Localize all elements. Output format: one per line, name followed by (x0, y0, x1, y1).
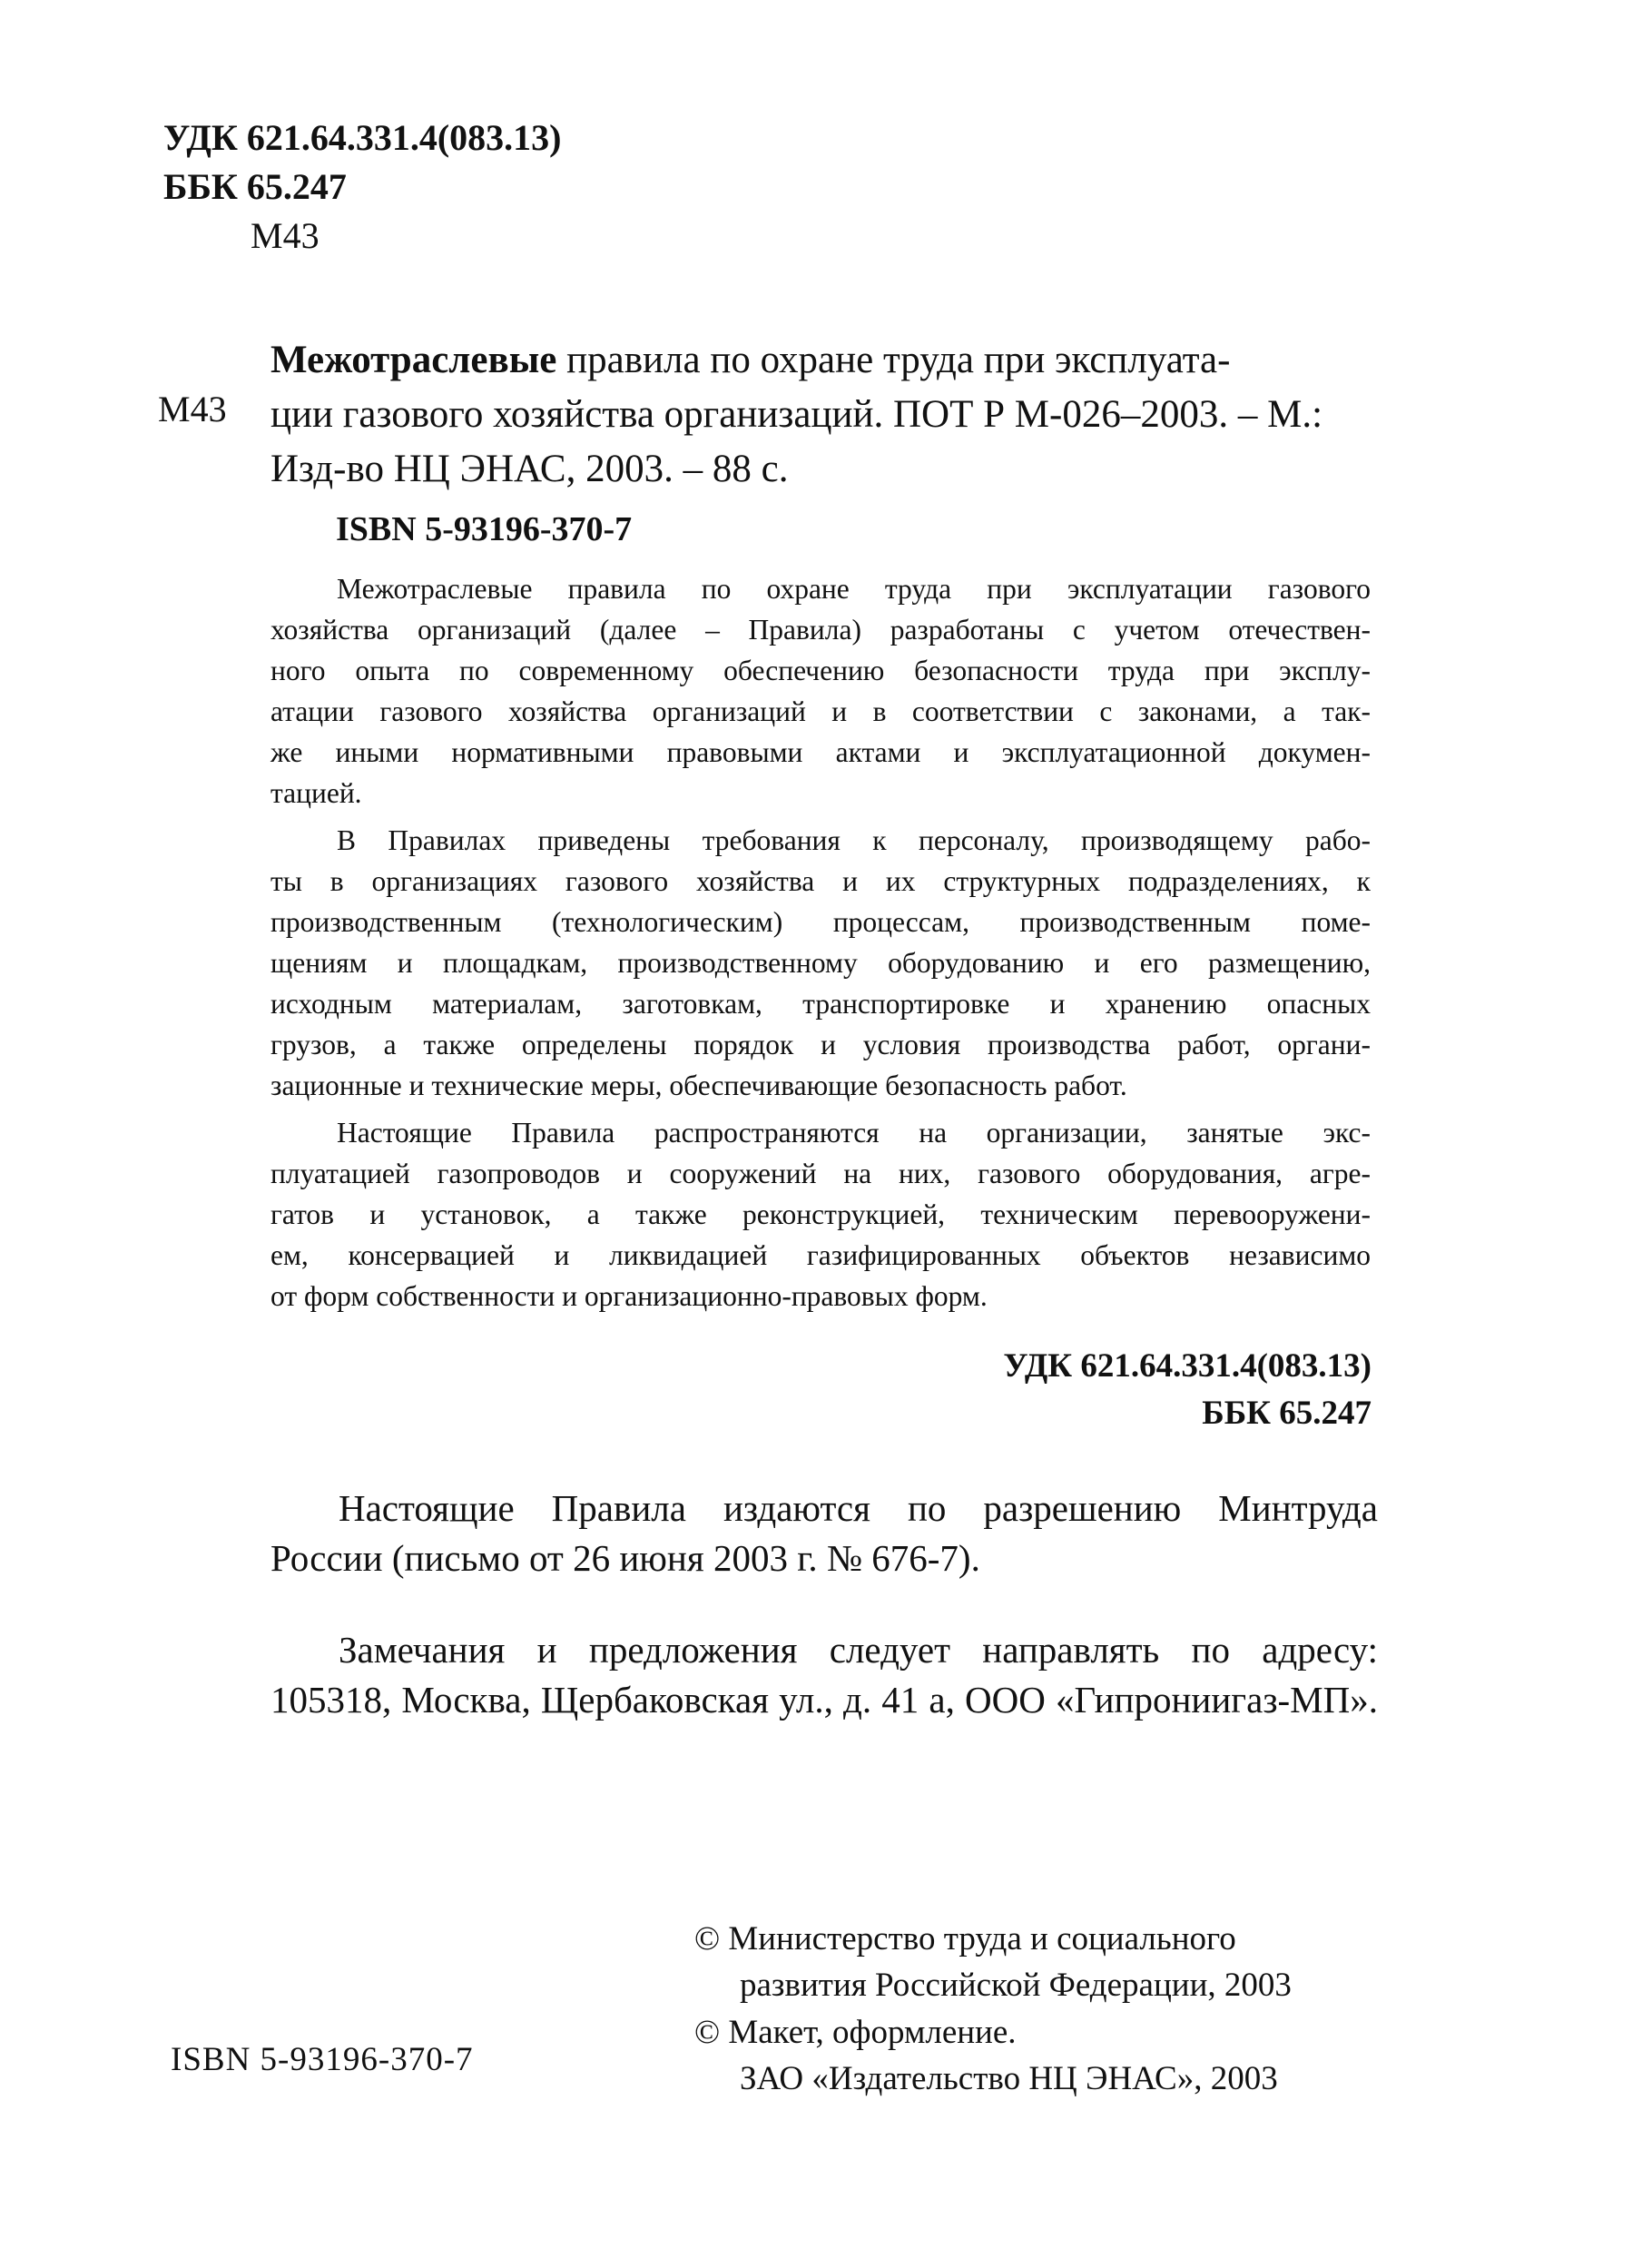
abstract-line: от форм собственности и организационно-правовых форм. (270, 1280, 988, 1312)
bib-record-line-3: Изд-во НЦ ЭНАС, 2003. – 88 с. (270, 448, 789, 490)
bib-line-1-rest: правила по охране труда при эксплуата- (556, 339, 1231, 381)
permission-notice (270, 1484, 1378, 1583)
abstract-line: Настоящие Правила распространяются на организации, занятые экс- (337, 1117, 1371, 1149)
abstract-line: Межотраслевые правила по охране труда при эксплуатации газового (337, 573, 1371, 605)
bbk-code-bottom: ББК 65.247 (1202, 1395, 1372, 1432)
notice-line: России (письмо от 26 июня 2003 г. № 676-7). (270, 1537, 980, 1579)
abstract-line: ного опыта по современному обеспечению безопасности труда при эксплу- (270, 655, 1371, 686)
abstract-line: тацией. (270, 777, 362, 809)
abstract-line: производственным (технологическим) процессам, производственным поме- (270, 906, 1371, 938)
abstract-line: плуатацией газопроводов и сооружений на них, газового оборудования, агре- (270, 1158, 1371, 1189)
notice-line: Настоящие Правила издаются по разрешению Минтруда (339, 1487, 1378, 1529)
copyright-line: © Министерство труда и социального (694, 1920, 1236, 1957)
abstract (270, 568, 1371, 1316)
copyright-line: ЗАО «Издательство НЦ ЭНАС», 2003 (740, 2060, 1278, 2097)
bib-record-line-1 (270, 336, 1230, 385)
abstract-line: щениям и площадкам, производственному оборудованию и его размещению, (270, 947, 1371, 979)
feedback-notice (270, 1625, 1378, 1725)
copyright-line: развития Российской Федерации, 2003 (740, 1967, 1292, 2004)
abstract-line: зационные и технические меры, обеспечивающие безопасность работ. (270, 1070, 1127, 1101)
isbn-footer: ISBN 5-93196-370-7 (171, 2041, 474, 2078)
notice-line: Замечания и предложения следует направлять по адресу: (339, 1629, 1378, 1671)
author-sign-side: М43 (158, 389, 227, 429)
author-sign-top: М43 (251, 215, 320, 256)
abstract-line: ем, консервацией и ликвидацией газифицированных объектов независимо (270, 1239, 1371, 1271)
abstract-line: ты в организациях газового хозяйства и их структурных подразделениях, к (270, 865, 1371, 897)
udk-code-bottom: УДК 621.64.331.4(083.13) (1003, 1347, 1372, 1385)
abstract-line: грузов, а также определены порядок и условия производства работ, органи- (270, 1029, 1371, 1060)
abstract-line: В Правилах приведены требования к персоналу, производящему рабо- (337, 824, 1371, 856)
bib-record-line-2: ции газового хозяйства организаций. ПОТ Р М-026–2003. – М.: (270, 393, 1323, 436)
bbk-code-top: ББК 65.247 (163, 166, 347, 207)
udk-code-top: УДК 621.64.331.4(083.13) (163, 117, 562, 158)
abstract-line: гатов и установок, а также реконструкцией, техническим перевооружени- (270, 1198, 1371, 1230)
notice-line: 105318, Москва, Щербаковская ул., д. 41 а, ООО «Гипрониигаз-МП». (270, 1679, 1378, 1721)
isbn-record: ISBN 5-93196-370-7 (336, 510, 633, 548)
abstract-line: исходным материалам, заготовкам, транспортировке и хранению опасных (270, 988, 1371, 1020)
bib-title-lead: Межотраслевые (270, 339, 557, 381)
abstract-line: хозяйства организаций (далее – Правила) разработаны с учетом отечествен- (270, 614, 1371, 646)
abstract-line: же иными нормативными правовыми актами и эксплуатационной докумен- (270, 736, 1371, 768)
abstract-line: атации газового хозяйства организаций и в соответствии с законами, а так- (270, 695, 1371, 727)
copyright-line: © Макет, оформление. (694, 2014, 1017, 2051)
